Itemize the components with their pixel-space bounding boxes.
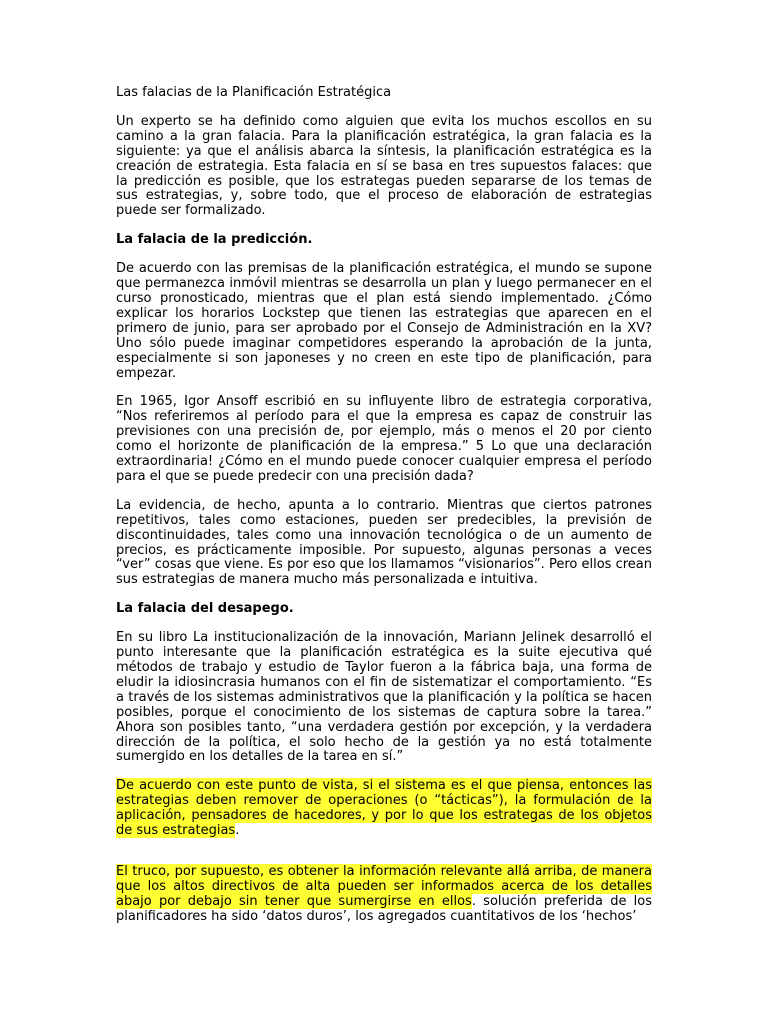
highlighted-text: De acuerdo con este punto de vista, si el sistema es el que piensa, entonces las estrategias deben remover de operaciones (o “tácticas”), la formulación de la aplicación, pensadores de hacedores, y por lo que los estrategas de los objetos de sus estrategias [116,778,652,839]
intro-paragraph: Un experto se ha definido como alguien que evita los muchos escollos en su camino a la gran falacia. Para la planificación estratégica, la gran falacia es la siguiente: ya que el análisis abarca la síntesis, la planificación estratégica es la creación de estrategia. Esta falacia en sí se basa en tres supuestos falaces: que la predicción es posible, que los estrategas pueden separarse de los temas de sus estrategias, y, sobre todo, que el proceso de elaboración de estrategias puede ser formalizado. [116,113,652,219]
paragraph-prediction-3: La evidencia, de hecho, apunta a lo contrario. Mientras que ciertos patrones repetitivos, tales como estaciones, pueden ser predecibles, la previsión de discontinuidades, tales como una innovación tecnológica o de un aumento de precios, es prácticamente imposible. Por supuesto, algunas personas a veces “ver” cosas que viene. Es por eso que los llamamos “visionarios”. Pero ellos crean sus estrategias de manera mucho más personalizada e intuitiva. [116,497,652,588]
section-heading-prediction: La falacia de la predicción. [116,232,313,248]
highlighted-text: El truco, por supuesto, es obtener la información relevante allá arriba, de manera que los altos directivos de alta pueden ser informados acerca de los detalles abajo por debajo sin tener que sumergirse en ellos [116,863,652,909]
paragraph-tail: . solución preferida de los planificadores ha sido ‘datos duros’, los agregados cuantitativos de los ‘hechos’ [116,893,653,924]
paragraph-detachment-1: En su libro La institucionalización de la innovación, Mariann Jelinek desarrolló el punto interesante que la planificación estratégica es la suite ejecutiva qué métodos de trabajo y estudio de Taylor fueron a la fábrica baja, una forma de eludir la idiosincrasia humanos con el fin de sistematizar el comportamiento. “Es a través de los sistemas administrativos que la planificación y la política se hacen posibles, porque el conocimiento de los sistemas de captura sobre la tarea.” Ahora son posibles tanto, “una verdadera gestión por excepción, y la verdadera dirección de la política, el solo hecho de la gestión ya no está totalmente sumergido en los detalles de la tarea en sí.” [116,630,652,765]
paragraph-prediction-1: De acuerdo con las premisas de la planificación estratégica, el mundo se supone que permanezca inmóvil mientras se desarrolla un plan y luego permanecer en el curso pronosticado, mientras que el plan está siendo implementado. ¿Cómo explicar los horarios Lockstep que tienen las estrategias que aparecen en el primero de junio, para ser aprobado por el Consejo de Administración en la XV? Uno sólo puede imaginar competidores esperando la aprobación de la junta, especialmente si son japoneses y no creen en este tipo de planificación, para empezar. [116,261,652,381]
paragraph-detachment-3 [116,865,652,925]
paragraph-prediction-2: En 1965, Igor Ansoff escribió en su influyente libro de estrategia corporativa, “Nos referiremos al período para el que la empresa es capaz de construir las previsiones con una precisión de, por ejemplo, más o menos el 20 por ciento como el horizonte de planificación de la empresa.” 5 Lo que una declaración extraordinaria! ¿Cómo en el mundo puede conocer cualquier empresa el período para el que se puede predecir con una precisión dada? [116,394,652,484]
paragraph-detachment-2 [116,779,652,839]
document-title: Las falacias de la Planificación Estratégica [116,85,392,100]
paragraph-tail: . [235,823,240,839]
section-heading-detachment: La falacia del desapego. [116,601,294,617]
document-page [116,80,652,939]
